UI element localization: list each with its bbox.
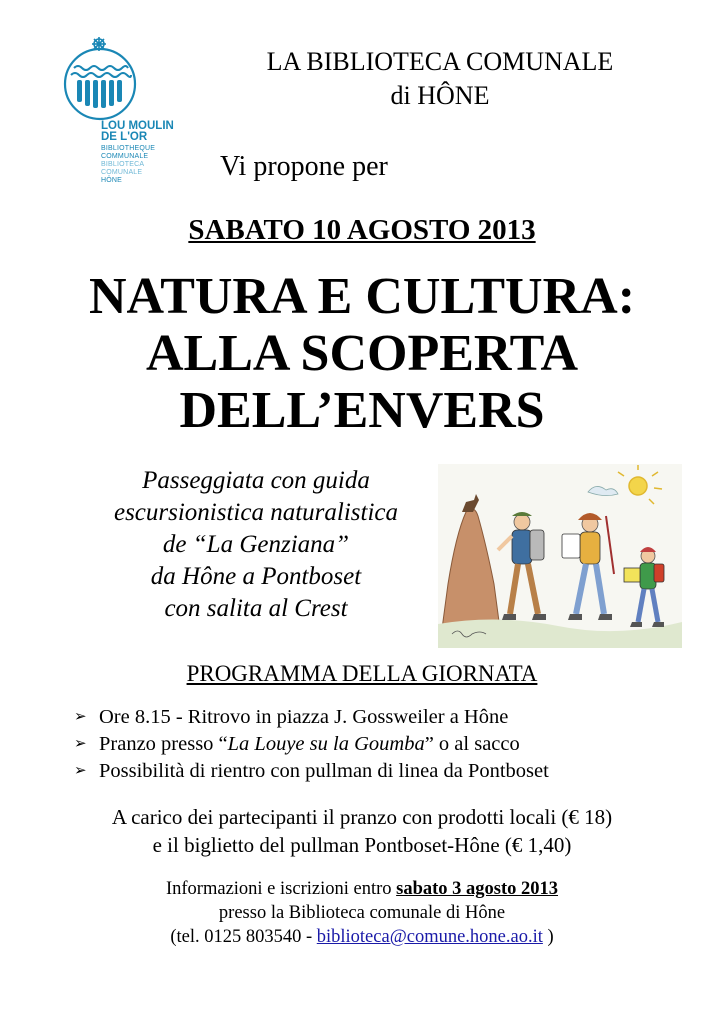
logo-name-line2: DE L'OR [101,131,148,143]
list-item [74,704,694,731]
title-line3: DELL’ENVERS [179,382,545,439]
costs-text [0,803,724,859]
phone-text: (tel. 0125 803540 - [170,927,317,947]
hikers-illustration-icon [438,464,682,648]
desc-line5: con salita al Crest [164,595,348,622]
arrow-bullet-icon: ➢ [74,709,87,725]
logo-sub-communale: COMMUNALE [101,153,149,160]
desc-line1: Passeggiata con guida [142,467,370,494]
library-header [220,45,660,113]
costs-line2: e il biglietto del pullman Pontboset-Hône (€ 1,40) [152,833,572,857]
info-text [0,877,724,949]
logo-sub-bibliotheque: BIBLIOTHEQUE [101,145,156,152]
desc-line2: escursionistica naturalistica [113,499,399,526]
logo-name-line1: LOU MOULIN [101,120,174,132]
program-item-text: Possibilità di rientro con pullman di linea da Pontboset [99,760,549,782]
program-title: PROGRAMMA DELLA GIORNATA [186,661,538,686]
program-item-text-post: ” o al sacco [424,733,520,755]
costs-line1: A carico dei partecipanti il pranzo con prodotti locali (€ 18) [111,805,613,829]
info-line1 [0,877,724,901]
info-line1-text: Informazioni e iscrizioni entro [165,879,397,899]
title-line1: NATURA E CULTURA: [88,268,636,325]
event-description [46,465,466,625]
title-line2: ALLA SCOPERTA [145,325,579,382]
email-link[interactable]: biblioteca@comune.hone.ao.it [316,927,543,947]
event-title [0,268,724,439]
intro-text: Vi propone per [220,151,388,182]
logo-sub-comunale: COMUNALE [101,169,143,176]
desc-line3: de “La Genziana” [162,531,350,558]
event-date: SABATO 10 AGOSTO 2013 [188,214,536,246]
logo-sub-biblioteca: BIBLIOTECA [101,161,145,168]
arrow-bullet-icon: ➢ [74,763,87,779]
deadline-date: sabato 3 agosto 2013 [396,879,559,899]
logo-text [101,121,181,185]
info-line3-end: ) [542,927,554,947]
program-list [74,704,694,785]
desc-line4: da Hône a Pontboset [150,563,362,590]
program-item-text-pre: Pranzo presso “ [99,733,228,755]
list-item [74,758,694,785]
logo-sub-hone: HÔNE [101,177,123,184]
info-line2: presso la Biblioteca comunale di Hône [218,903,506,923]
restaurant-name: La Louye su la Goumba [227,733,425,755]
info-line3 [0,925,724,949]
program-item-text: Ore 8.15 - Ritrovo in piazza J. Gossweiler a Hône [99,706,509,728]
header-line2: di HÔNE [390,81,490,110]
header-line1: LA BIBLIOTECA COMUNALE [266,47,614,76]
arrow-bullet-icon: ➢ [74,736,87,752]
list-item [74,731,694,758]
